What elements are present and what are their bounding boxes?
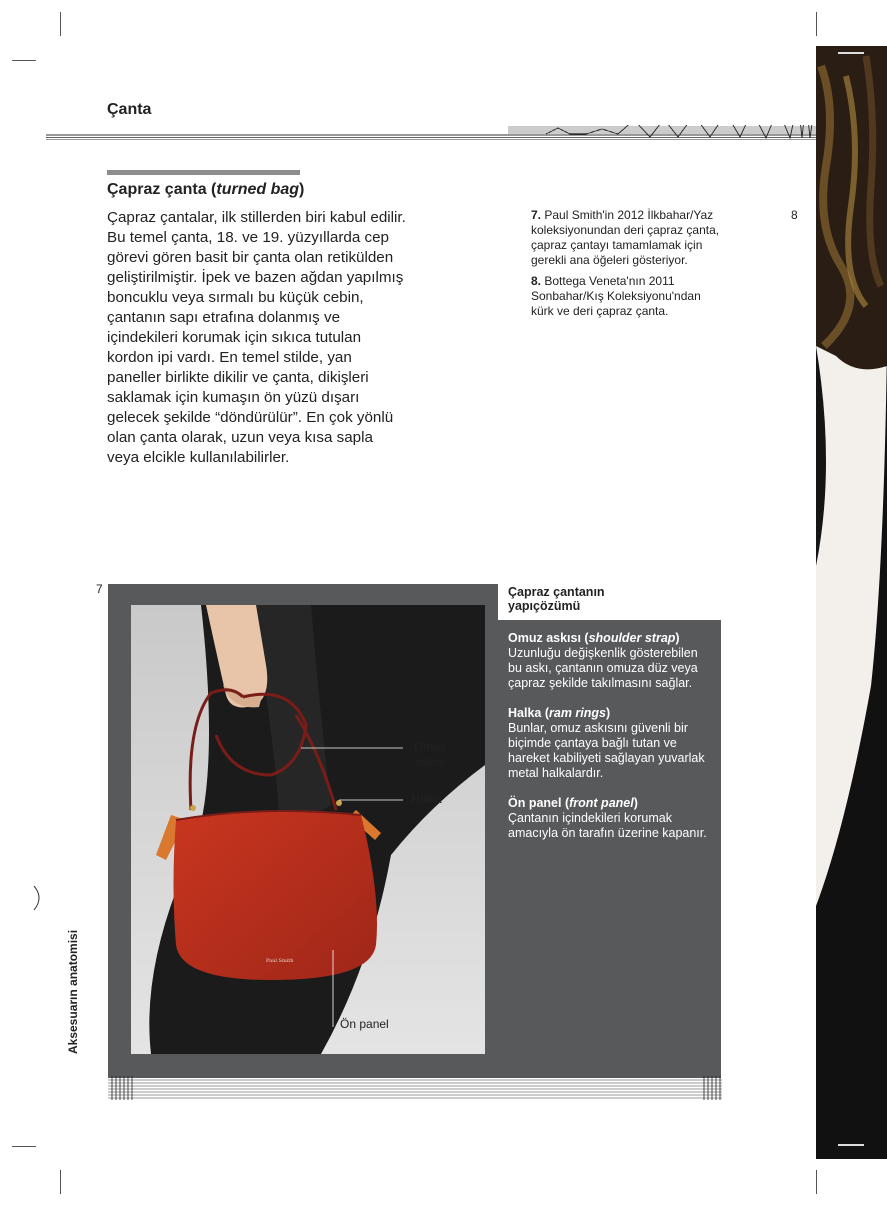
crop-mark: [60, 12, 61, 36]
anatomy-descriptions: [508, 631, 708, 856]
section-accent-bar: [107, 170, 300, 175]
crop-mark: [816, 12, 817, 36]
caption-7: 7. Paul Smith'in 2012 İlkbahar/Yaz koleksiyonundan deri çapraz çanta, çapraz çantayı tamamlamak için gerekli ana öğeleri gösteriyor.: [531, 208, 720, 267]
label-shoulder-strap: Omuz askısı: [413, 740, 446, 769]
crop-mark: [12, 1146, 36, 1147]
crop-mark: [60, 1170, 61, 1194]
section-body-text: Çapraz çantalar, ilk stillerden biri kabul edilir. Bu temel çanta, 18. ve 19. yüzyıllarda cep görevi gören basit bir çanta olan retikülden geliştirilmiştir. İpek ve bazen ağdan yapılmış boncuklu veya sırmalı bu küçük cebin, çantanın sapı etrafına dolanmış ve içindekileri korumak için sıkıca tutulan kordon ipi vardı. En temel stilde, yan paneller birlikte dikilir ve çanta, dikişleri saklamak için kumaşın ön yüzü dışarı gelecek şekilde “döndürülür”. En çok yönlü olan çanta olarak, uzun veya kısa sapla veya elcikle kullanılabilirler.: [107, 209, 406, 466]
figure-8-photo: [816, 46, 887, 1159]
label-front-panel: Ön panel: [340, 1017, 389, 1031]
binding-mark: [30, 885, 44, 911]
header-rule: [46, 125, 816, 141]
panel-bottom-rule: [108, 1076, 722, 1100]
crop-mark: [816, 1170, 817, 1194]
side-running-label: Aksesuarın anatomisi: [66, 929, 80, 1054]
figure-7-number: 7: [96, 582, 103, 596]
figure-8-number: 8: [791, 208, 798, 222]
section-title: Çapraz çanta (turned bag): [107, 181, 305, 198]
panel-title: Çapraz çantanın yapıçözümü: [508, 585, 605, 613]
page-header-title: Çanta: [107, 101, 152, 118]
panel-title-box: [498, 584, 721, 620]
figure-captions: [531, 208, 726, 325]
desc-ram-rings: Halka (ram rings) Bunlar, omuz askısını güvenli bir biçimde çantaya bağlı tutan ve hareket kabiliyeti sağlayan yuvarlak metal halkalardır.: [508, 706, 705, 780]
svg-text:Paul Smith: Paul Smith: [266, 958, 294, 964]
caption-8: 8. Bottega Veneta'nın 2011 Sonbahar/Kış Koleksiyonu'ndan kürk ve deri çapraz çanta.: [531, 274, 701, 318]
desc-shoulder-strap: Omuz askısı (shoulder strap) Uzunluğu değişkenlik gösterebilen bu askı, çantanın omuza düz veya çapraz şekilde takılmasını sağlar.: [508, 631, 698, 690]
label-ram-ring: Halka: [411, 792, 442, 806]
crop-mark: [12, 60, 36, 61]
desc-front-panel: Ön panel (front panel) Çantanın içindekileri korumak amacıyla ön tarafın üzerine kapanır.: [508, 796, 707, 840]
figure-7-photo: [131, 605, 485, 1054]
